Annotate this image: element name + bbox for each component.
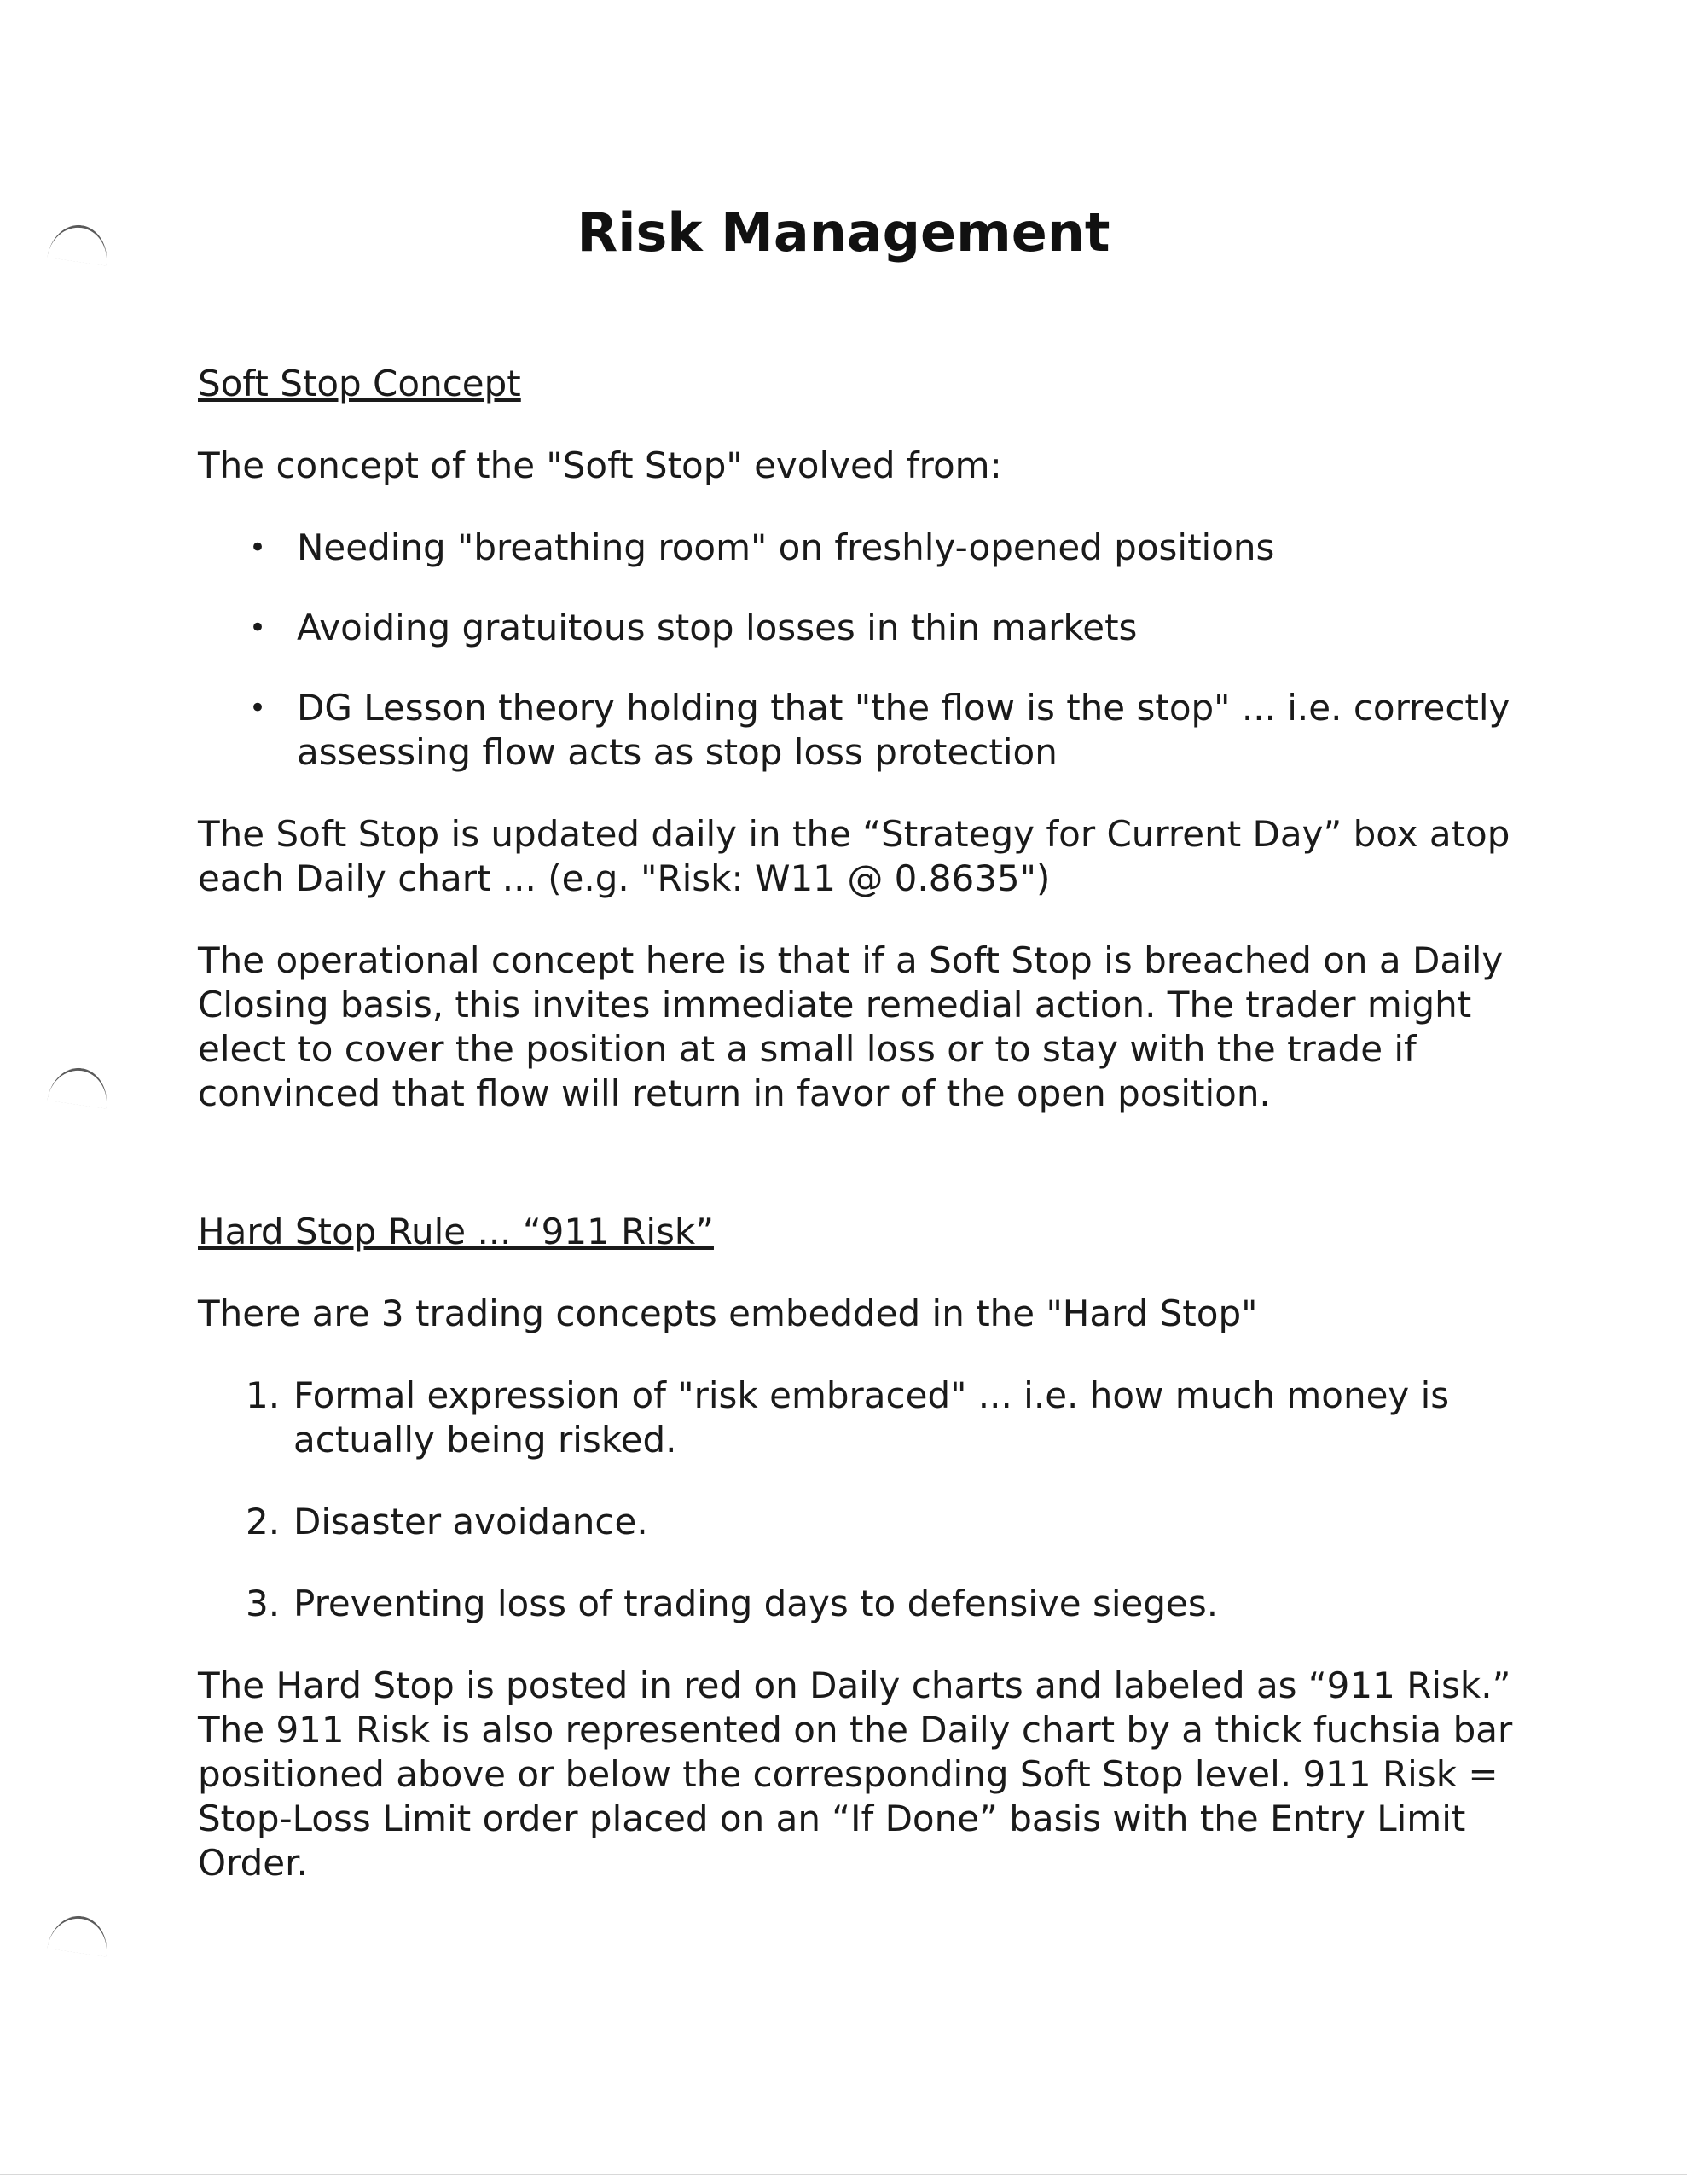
document-body — [198, 362, 1528, 1885]
soft-stop-bullet-list — [198, 526, 1528, 775]
soft-stop-paragraph-operational: The operational concept here is that if a Soft Stop is breached on a Daily Closing basis, this invites immediate remedial action. The trader might elect to cover the position at a small loss or to stay with the trade if convinced that flow will return in favor of the open position. — [198, 939, 1504, 1114]
numbered-item — [246, 1374, 1528, 1462]
item-number: 2. — [246, 1501, 281, 1542]
bullet-item: • Needing "breathing room" on freshly-opened positions — [249, 526, 1528, 570]
scan-edge-line — [0, 2174, 1687, 2175]
item-text: Disaster avoidance. — [293, 1501, 648, 1542]
bullet-item: • Avoiding gratuitous stop losses in thin markets — [249, 606, 1528, 650]
hard-stop-intro: There are 3 trading concepts embedded in the "Hard Stop" — [198, 1292, 1258, 1334]
item-number: 3. — [246, 1583, 281, 1624]
hard-stop-paragraph: The Hard Stop is posted in red on Daily charts and labeled as “911 Risk.” The 911 Risk is also represented on the Daily chart by a thick fuchsia bar positioned above or below the corresponding Soft Stop level. 911 Risk = Stop-Loss Limit order placed on an “If Done” basis with the Entry Limit Order. — [198, 1664, 1513, 1884]
hard-stop-heading: Hard Stop Rule ... “911 Risk” — [198, 1211, 714, 1252]
item-text: Preventing loss of trading days to defensive sieges. — [293, 1583, 1219, 1624]
item-text: Formal expression of "risk embraced" ... i.e. how much money is actually being risked. — [293, 1374, 1450, 1461]
punch-hole-middle — [47, 1064, 111, 1108]
soft-stop-paragraph-update: The Soft Stop is updated daily in the “Strategy for Current Day” box atop each Daily chart ... (e.g. "Risk: W11 @ 0.8635") — [198, 813, 1510, 899]
soft-stop-intro: The concept of the "Soft Stop" evolved from: — [198, 444, 1002, 486]
punch-hole-bottom — [47, 1912, 111, 1956]
item-number: 1. — [246, 1374, 281, 1416]
page-title: Risk Management — [577, 201, 1110, 264]
bullet-item: • DG Lesson theory holding that "the flow is the stop" ... i.e. correctly assessing flow acts as stop loss protection — [249, 686, 1528, 775]
numbered-item — [246, 1582, 1528, 1626]
numbered-item — [246, 1500, 1528, 1544]
soft-stop-heading: Soft Stop Concept — [198, 363, 521, 404]
hard-stop-numbered-list — [198, 1374, 1528, 1626]
